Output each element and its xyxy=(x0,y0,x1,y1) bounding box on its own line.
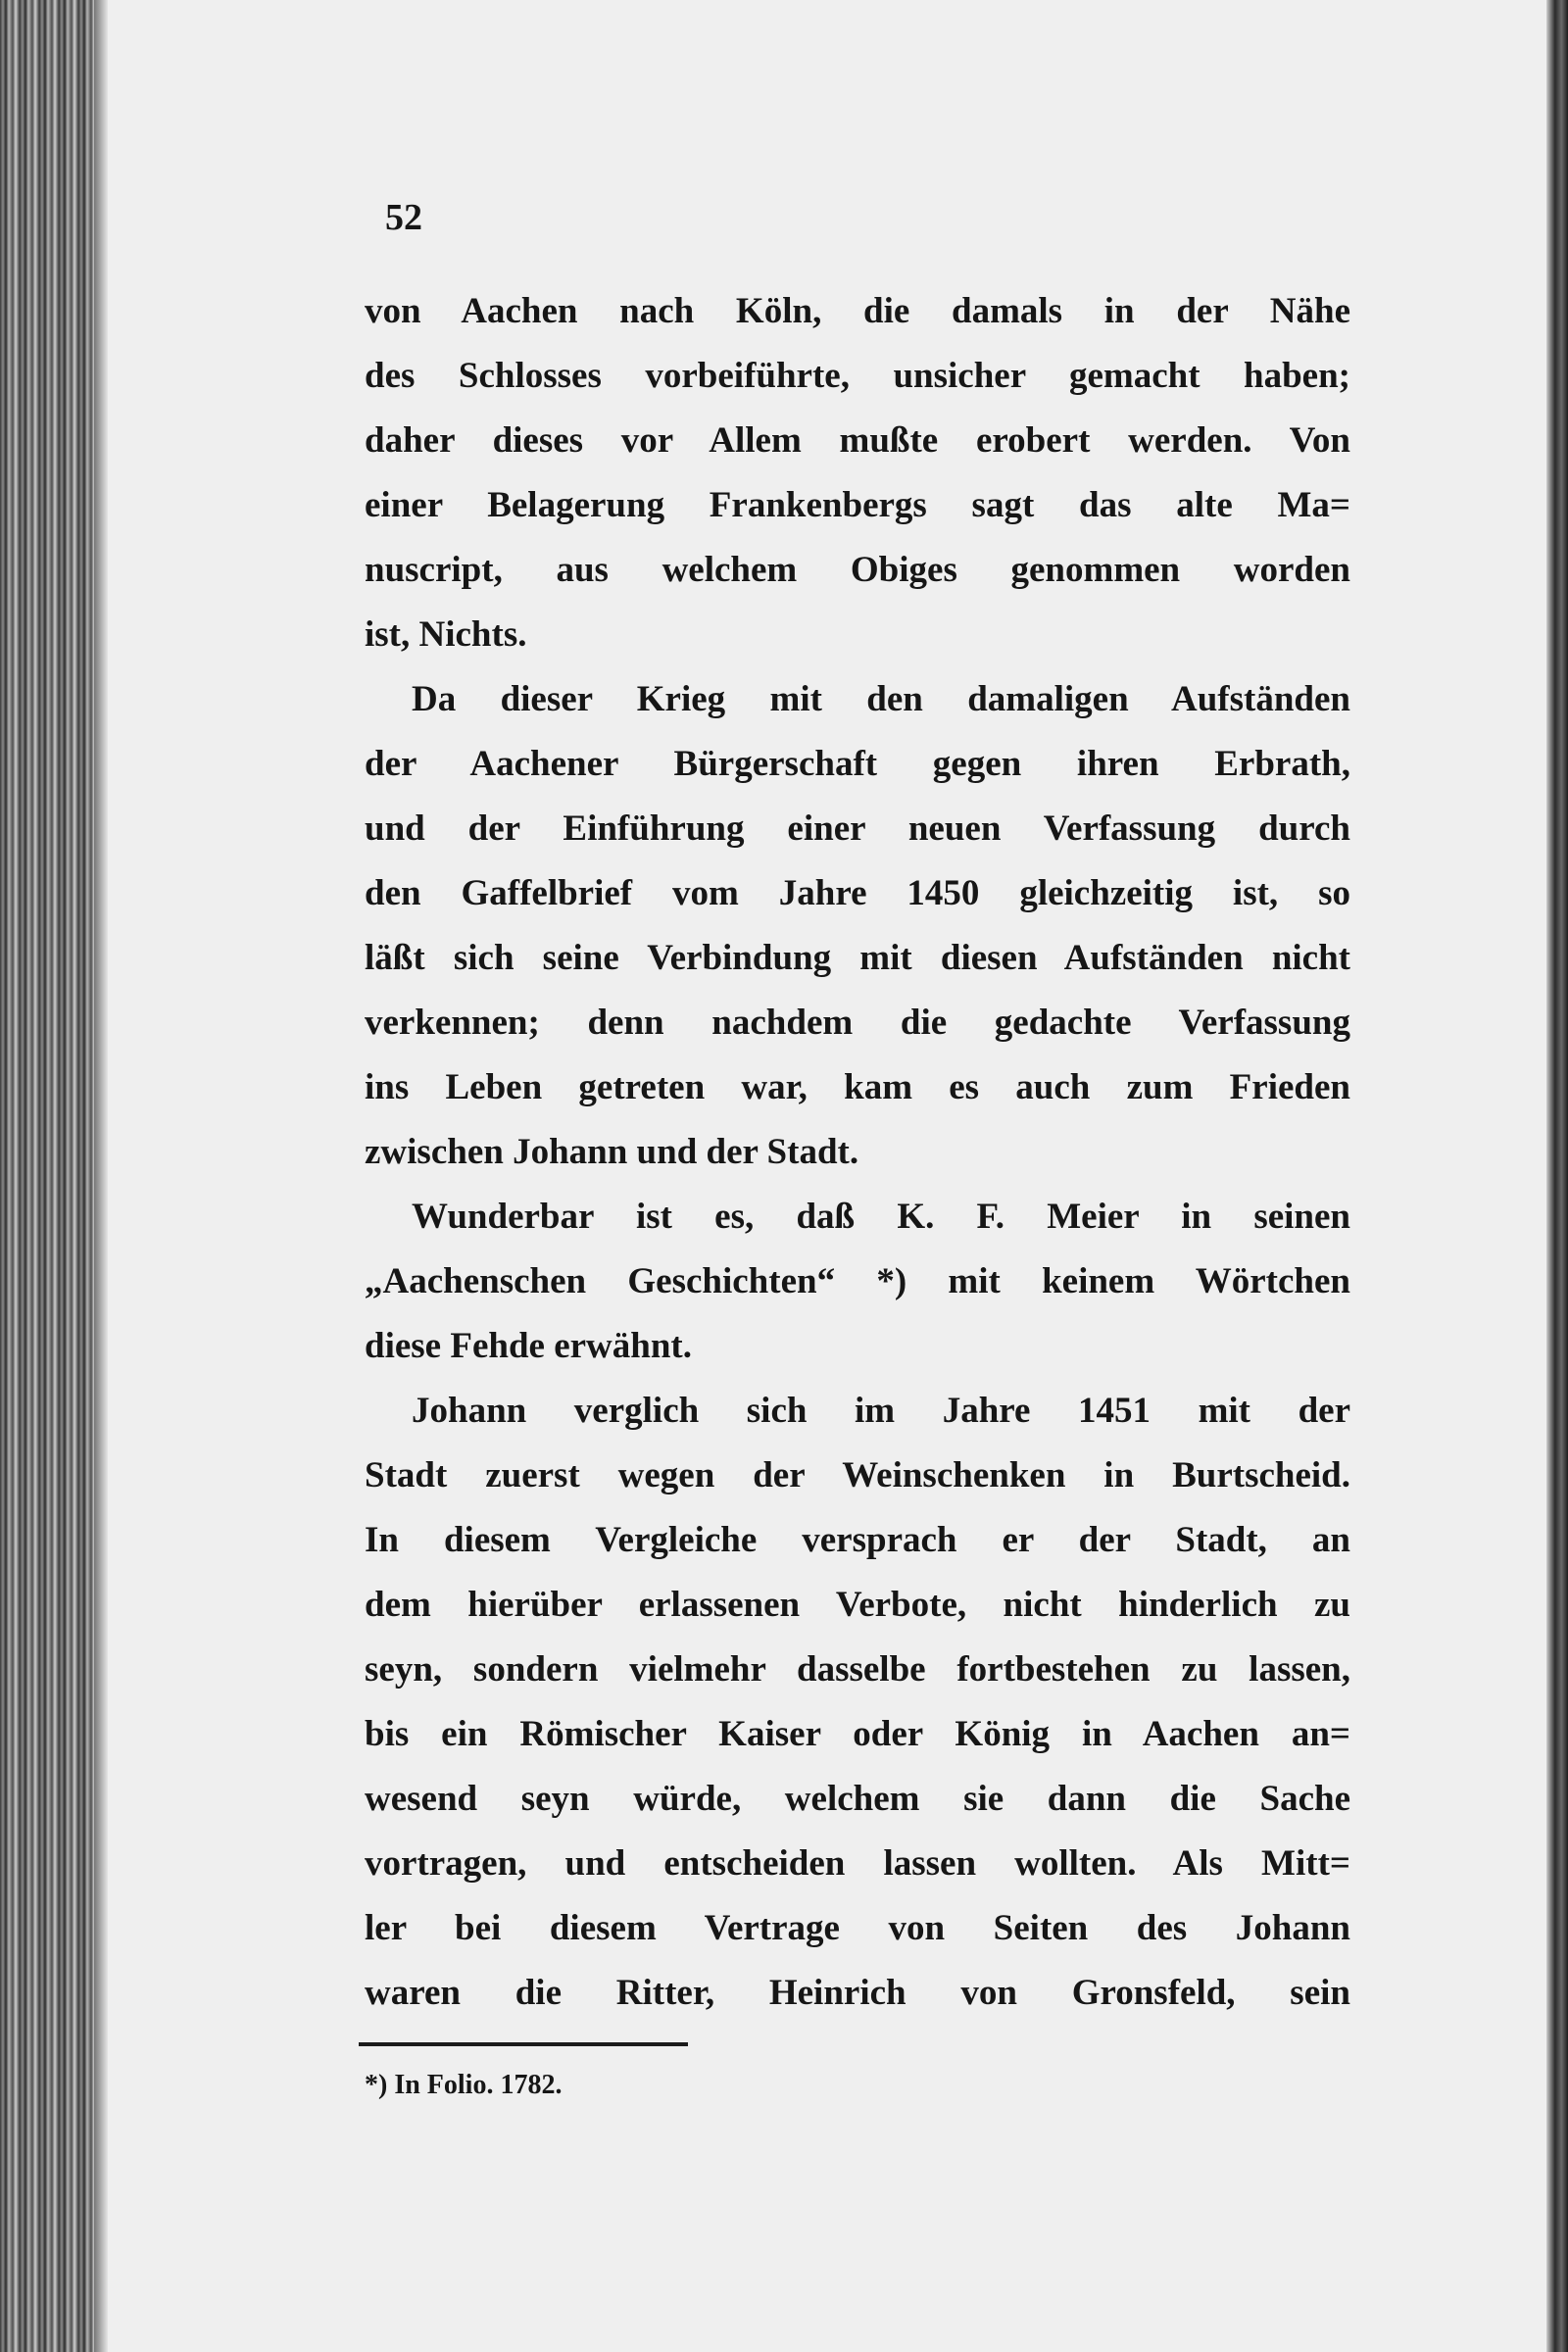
binding-shadow xyxy=(94,0,108,2352)
text-line: diese Fehde erwähnt. xyxy=(365,1326,692,1366)
text-line: In diesem Vergleiche versprach er der Stadt, an xyxy=(365,1520,1350,1560)
text-line: dem hierüber erlassenen Verbote, nicht hinderlich zu xyxy=(365,1585,1350,1625)
text-line: ist, Nichts. xyxy=(365,614,527,655)
text-line: vortragen, und entscheiden lassen wollten. Als Mitt= xyxy=(365,1843,1350,1884)
text-line: daher dieses vor Allem mußte erobert werden. Von xyxy=(365,420,1350,461)
text-line: ler bei diesem Vertrage von Seiten des Johann xyxy=(365,1908,1350,1948)
text-line: seyn, sondern vielmehr dasselbe fortbestehen zu lassen, xyxy=(365,1649,1350,1690)
text-line: nuscript, aus welchem Obiges genommen worden xyxy=(365,550,1350,590)
text-line: einer Belagerung Frankenbergs sagt das alte Ma= xyxy=(365,485,1350,525)
body-text xyxy=(365,279,1350,2026)
footnote-rule xyxy=(359,2042,688,2046)
text-line: ins Leben getreten war, kam es auch zum Frieden xyxy=(365,1067,1350,1107)
text-line: wesend seyn würde, welchem sie dann die Sache xyxy=(365,1779,1350,1819)
page-edge xyxy=(1546,0,1568,2352)
text-line: Stadt zuerst wegen der Weinschenken in Burtscheid. xyxy=(365,1455,1350,1495)
book-binding xyxy=(0,0,94,2352)
text-line: Wunderbar ist es, daß K. F. Meier in seinen xyxy=(412,1197,1350,1237)
text-line: bis ein Römischer Kaiser oder König in Aachen an= xyxy=(365,1714,1350,1754)
text-line: Johann verglich sich im Jahre 1451 mit der xyxy=(412,1391,1350,1431)
page-number: 52 xyxy=(385,197,422,238)
text-line: und der Einführung einer neuen Verfassung durch xyxy=(365,808,1350,849)
text-line: den Gaffelbrief vom Jahre 1450 gleichzeitig ist, so xyxy=(365,873,1350,913)
text-line: zwischen Johann und der Stadt. xyxy=(365,1132,859,1172)
text-line: „Aachenschen Geschichten“ *) mit keinem Wörtchen xyxy=(365,1261,1350,1301)
text-line: von Aachen nach Köln, die damals in der Nähe xyxy=(365,291,1350,331)
text-line: der Aachener Bürgerschaft gegen ihren Erbrath, xyxy=(365,744,1350,784)
text-line: Da dieser Krieg mit den damaligen Aufständen xyxy=(412,679,1350,719)
text-line: des Schlosses vorbeiführte, unsicher gemacht haben; xyxy=(365,356,1350,396)
text-line: waren die Ritter, Heinrich von Gronsfeld, sein xyxy=(365,1973,1350,2013)
footnote: *) In Folio. 1782. xyxy=(365,2070,563,2100)
text-line: läßt sich seine Verbindung mit diesen Aufständen nicht xyxy=(365,938,1350,978)
text-line: verkennen; denn nachdem die gedachte Verfassung xyxy=(365,1003,1350,1043)
